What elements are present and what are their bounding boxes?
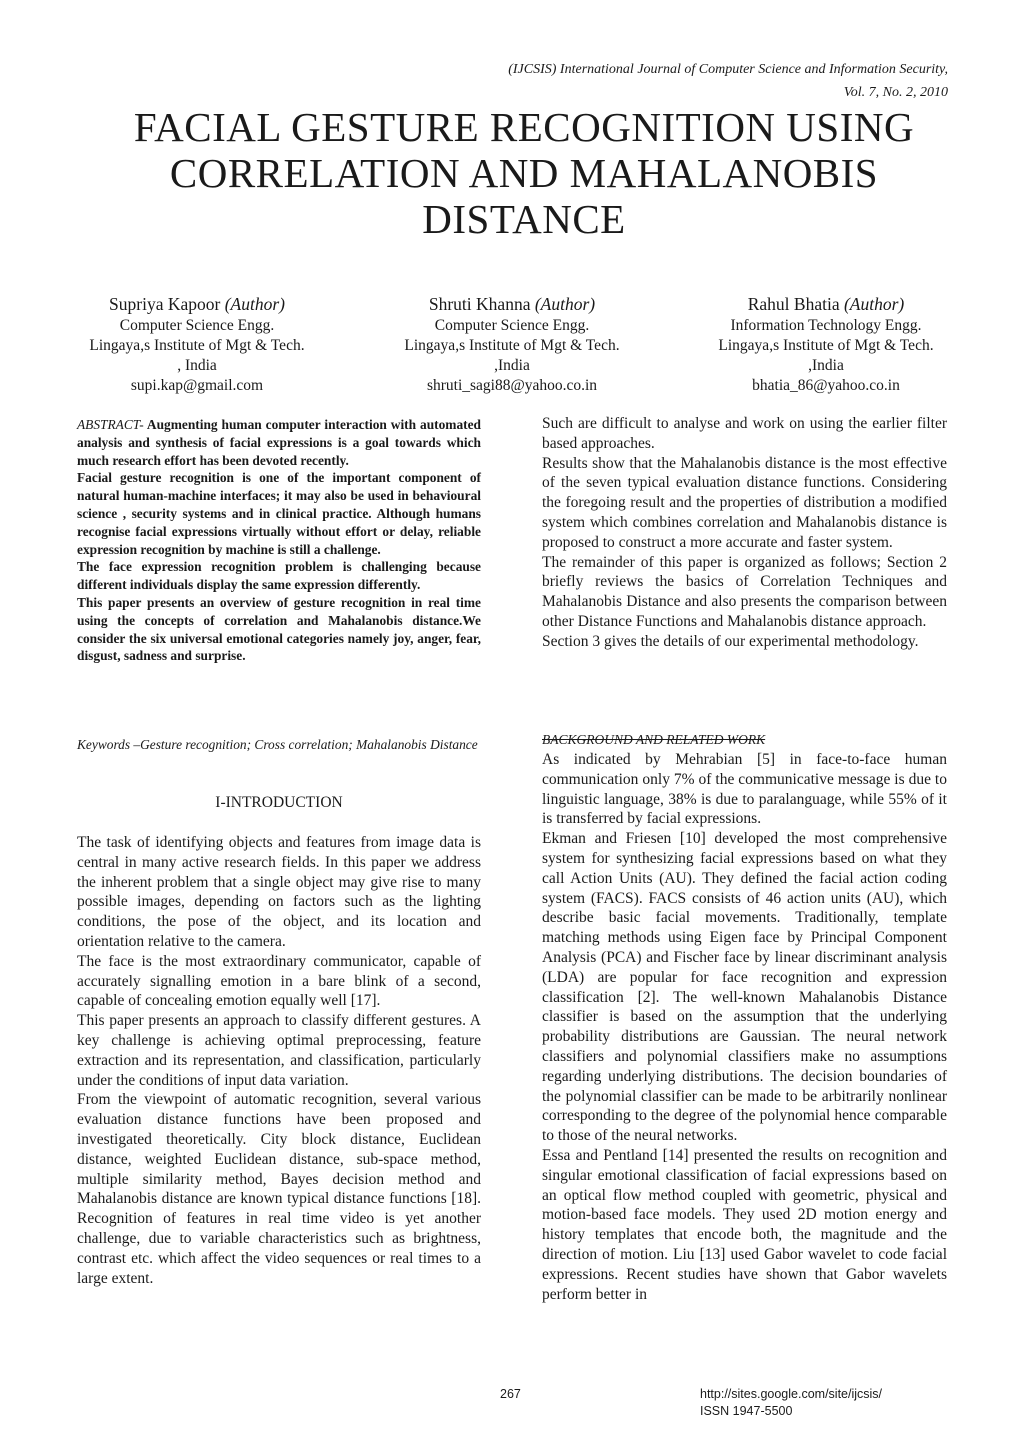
title-line-1: FACIAL GESTURE RECOGNITION USING bbox=[133, 104, 915, 150]
author-block-3 bbox=[704, 292, 948, 396]
body-paragraph: As indicated by Mehrabian [5] in face-to-face human communication only 7% of the communicative message is due to linguistic language, 38% is due to paralanguage, while 55% of it is transferred by facial expressions. bbox=[542, 751, 947, 828]
paper-title bbox=[80, 104, 968, 242]
body-paragraph: From the viewpoint of automatic recognition, several various evaluation distance functions have been proposed and investigated theoretically. City block distance, Euclidean distance, weighted Euclidean distance, sub-space method, multiple similarity method, Bayes decision method and Mahalanobis distance are known typical distance functions [18]. Recognition of features in real time video is yet another challenge, due to variable characteristics such as brightness, contrast etc. which affect the video sequences or real times to a large extent. bbox=[77, 1091, 481, 1287]
issn: ISSN 1947-5500 bbox=[700, 1404, 793, 1418]
body-paragraph: This paper presents an approach to classify different gestures. A key challenge is achieving optimal preprocessing, feature extraction and its representation, and classification, particularly under the conditions of input data variation. bbox=[77, 1012, 481, 1089]
abstract-paragraph: Facial gesture recognition is one of the important component of natural human-machine interfaces; it may also be used in behavioural science , security systems and in clinical practice. Although humans recognise facial expressions virtually without effort or delay, reliable expression recognition by machine is still a challenge. bbox=[77, 470, 481, 557]
section-heading-background: BACKGROUND AND RELATED WORK bbox=[542, 732, 766, 747]
journal-url[interactable]: http://sites.google.com/site/ijcsis/ bbox=[700, 1387, 883, 1401]
body-paragraph: Results show that the Mahalanobis distance is the most effective of the seven typical evaluation distance functions. Considering the foregoing result and the properties of distribution a modified system which combines correlation and Mahalanobis distance is proposed to construct a more accurate and faster system. bbox=[542, 454, 947, 551]
journal-name: (IJCSIS) International Journal of Computer Science and Information Security, bbox=[508, 62, 948, 77]
title-line-2: CORRELATION AND MAHALANOBIS bbox=[169, 150, 879, 196]
title-line-3: DISTANCE bbox=[422, 196, 626, 242]
body-paragraph: The remainder of this paper is organized as follows; Section 2 briefly reviews the basics of Correlation Techniques and Mahalanobis Distance and also presents the comparison between other Distance Functions and Mahalanobis distance approach. bbox=[542, 553, 947, 630]
author-institute: Lingaya,s Institute of Mgt & Tech. bbox=[89, 337, 305, 354]
keywords: Keywords –Gesture recognition; Cross correlation; Mahalanobis Distance bbox=[77, 737, 478, 752]
author-country: ,India bbox=[494, 357, 530, 374]
introduction-body bbox=[77, 833, 481, 1288]
page-number: 267 bbox=[500, 1387, 521, 1401]
author-name: Shruti Khanna bbox=[428, 294, 531, 314]
journal-volume: Vol. 7, No. 2, 2010 bbox=[843, 85, 948, 100]
journal-header bbox=[508, 60, 948, 103]
author-name: Rahul Bhatia bbox=[747, 294, 840, 314]
author-name: Supriya Kapoor bbox=[109, 294, 221, 314]
body-paragraph: The face is the most extraordinary communicator, capable of accurately signalling emotion in a bare blink of a second, capable of concealing emotion equally well [17]. bbox=[77, 952, 481, 1010]
author-dept: Computer Science Engg. bbox=[434, 317, 590, 334]
abstract-paragraph: This paper presents an overview of gesture recognition in real time using the concepts of correlation and Mahalanobis distance.We consider the six universal emotional categories namely joy, anger, fear, disgust, sadness and surprise. bbox=[77, 594, 481, 664]
footer-links bbox=[700, 1386, 882, 1420]
author-role: (Author) bbox=[843, 294, 905, 314]
author-email: shruti_sagi88@yahoo.co.in bbox=[426, 377, 598, 394]
author-country: , India bbox=[177, 357, 217, 374]
abstract bbox=[77, 416, 481, 665]
abstract-paragraph: The face expression recognition problem is challenging because different individuals display the same expression differently. bbox=[77, 559, 481, 593]
body-paragraph: Such are difficult to analyse and work on using the earlier filter based approaches. bbox=[542, 415, 947, 452]
abstract-text: Augmenting human computer interaction with automated analysis and synthesis of facial expressions is a goal towards which much research effort has been devoted recently. bbox=[77, 417, 481, 468]
author-institute: Lingaya,s Institute of Mgt & Tech. bbox=[404, 337, 620, 354]
abstract-label: ABSTRACT- bbox=[77, 417, 144, 432]
author-institute: Lingaya,s Institute of Mgt & Tech. bbox=[718, 337, 934, 354]
right-column-intro-continued bbox=[542, 414, 947, 652]
author-country: ,India bbox=[808, 357, 844, 374]
author-block-2 bbox=[390, 292, 634, 396]
background-body bbox=[542, 750, 947, 1304]
author-role: (Author) bbox=[534, 294, 596, 314]
abstract-paragraph bbox=[77, 416, 481, 469]
body-paragraph: Ekman and Friesen [10] developed the most comprehensive system for synthesizing facial expressions based on what they call Action Units (AU). They defined the facial action coding system (FACS). FACS consists of 46 action units (AU), which describe basic facial movements. Traditionally, template matching methods using Eigen face by Principal Component Analysis (PCA) and Fischer face by linear discriminant analysis (LDA) are popular for face recognition and expression classification [2]. The well-known Mahalanobis Distance classifier is based on the assumption that the underlying probability distributions are Gaussian. The neural network classifiers and polynomial classifiers make no assumptions regarding underlying distributions. The decision boundaries of the polynomial classifier can be made to be arbitrarily nonlinear corresponding to the degree of the polynomial hence comparable to those of the neural networks. bbox=[542, 830, 947, 1145]
section-heading-introduction: I-INTRODUCTION bbox=[215, 794, 343, 811]
body-paragraph: Essa and Pentland [14] presented the results on recognition and singular emotional classification of facial expressions based on an optical flow method coupled with geometric, physical and motion-based face models. They used 2D motion energy and history templates that encode both, the magnitude and the direction of motion. Liu [13] used Gabor wavelet to code facial expressions. Recent studies have shown that Gabor wavelets perform better in bbox=[542, 1146, 947, 1303]
body-paragraph: Section 3 gives the details of our experimental methodology. bbox=[542, 632, 919, 650]
author-dept: Information Technology Engg. bbox=[730, 317, 922, 334]
author-block-1 bbox=[77, 292, 317, 396]
body-paragraph: The task of identifying objects and features from image data is central in many active research fields. In this paper we address the inherent problem that a single object may give rise to many possible images, depending on factors such as the lighting conditions, the pose of the object, and its location and orientation relative to the camera. bbox=[77, 834, 481, 950]
author-dept: Computer Science Engg. bbox=[119, 317, 275, 334]
author-role: (Author) bbox=[224, 294, 285, 314]
author-email: bhatia_86@yahoo.co.in bbox=[752, 377, 900, 394]
author-email: supi.kap@gmail.com bbox=[130, 377, 264, 394]
